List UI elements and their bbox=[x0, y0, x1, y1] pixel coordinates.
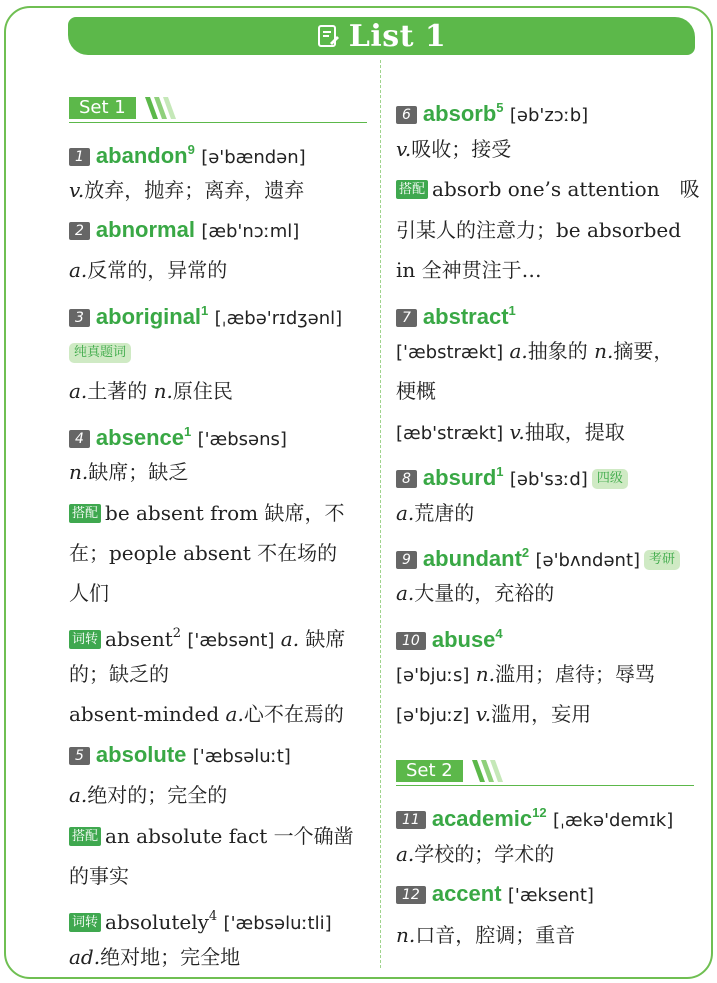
derivation-tag: 词转 bbox=[69, 913, 101, 932]
list-title-banner bbox=[68, 17, 695, 55]
definition bbox=[396, 135, 511, 163]
definition bbox=[396, 660, 655, 688]
headword-text: abandon bbox=[95, 143, 188, 168]
definition bbox=[396, 418, 625, 446]
entry-academic bbox=[396, 799, 674, 831]
frequency-superscript: 4 bbox=[208, 909, 218, 924]
entry-number: 12 bbox=[396, 886, 426, 904]
definition bbox=[396, 499, 474, 527]
phonetic: ['æbsəluːtli] bbox=[223, 913, 332, 934]
part-of-speech: ad. bbox=[69, 945, 101, 969]
collocation-line bbox=[396, 175, 700, 203]
collocation-text: absorb one’s attention 吸 bbox=[432, 177, 700, 201]
collocation-line bbox=[69, 579, 109, 607]
definition-text: 心不在焉的 bbox=[243, 702, 344, 726]
part-of-speech: a. bbox=[69, 783, 88, 807]
definition-text: 土著的 bbox=[87, 379, 148, 403]
part-of-speech: a. bbox=[396, 842, 415, 866]
set-header-2 bbox=[396, 759, 694, 786]
definition bbox=[69, 660, 169, 688]
frequency-superscript: 2 bbox=[172, 626, 182, 641]
notebook-icon bbox=[317, 24, 339, 48]
phonetic: [ˌækə'demɪk] bbox=[552, 810, 674, 831]
part-of-speech: a. bbox=[280, 627, 300, 651]
part-of-speech: v. bbox=[509, 420, 525, 444]
collocation-text: 引某人的注意力；be absorbed bbox=[396, 218, 682, 242]
part-of-speech: a. bbox=[509, 339, 528, 363]
entry-abandon bbox=[69, 136, 306, 168]
part-of-speech: n. bbox=[396, 923, 416, 947]
entry-number: 10 bbox=[396, 632, 426, 650]
definition bbox=[69, 176, 304, 204]
derivation-line bbox=[69, 700, 344, 728]
phonetic: ['æbsəns] bbox=[197, 429, 287, 450]
frequency-superscript: 9 bbox=[187, 142, 195, 157]
entry-number: 3 bbox=[69, 309, 90, 327]
collocation-line bbox=[69, 822, 354, 850]
headword-text: absorb bbox=[422, 101, 497, 126]
derivation-tag: 词转 bbox=[69, 630, 101, 649]
part-of-speech: v. bbox=[69, 178, 85, 202]
frequency-superscript: 12 bbox=[532, 805, 547, 820]
phonetic: [ə'bʌndənt] bbox=[535, 550, 641, 571]
definition-text: 缺席；缺乏 bbox=[88, 460, 189, 484]
entry-abstract bbox=[396, 297, 516, 329]
definition bbox=[396, 840, 554, 868]
headword-text: abstract bbox=[422, 304, 509, 329]
entry-absurd bbox=[396, 458, 628, 490]
collocation-line bbox=[396, 256, 542, 284]
headword-text: aboriginal bbox=[95, 304, 202, 329]
definition-text: 学校的；学术的 bbox=[414, 842, 555, 866]
frequency-superscript: 5 bbox=[496, 100, 504, 115]
set-header-1 bbox=[69, 96, 367, 123]
part-of-speech: n. bbox=[594, 339, 614, 363]
part-of-speech: v. bbox=[396, 137, 412, 161]
phonetic: ['æbsənt] bbox=[187, 630, 275, 651]
phonetic: [ə'bjuːz] bbox=[396, 705, 470, 726]
entry-absolute bbox=[69, 741, 291, 769]
part-of-speech: n. bbox=[153, 379, 173, 403]
entry-number: 6 bbox=[396, 106, 417, 124]
derivation-line bbox=[69, 903, 332, 934]
set-label: Set 2 bbox=[396, 760, 463, 782]
phonetic: [æb'strækt] bbox=[396, 423, 504, 444]
headword-text: abundant bbox=[422, 546, 522, 571]
entry-accent bbox=[396, 880, 594, 908]
frequency-superscript: 1 bbox=[508, 303, 516, 318]
headword-text: absence bbox=[95, 425, 184, 450]
collocation-text: 的事实 bbox=[69, 864, 129, 888]
definition-text: 的；缺乏的 bbox=[69, 662, 169, 686]
definition bbox=[69, 781, 227, 809]
entry-number: 2 bbox=[69, 222, 90, 240]
headword-text: academic bbox=[431, 806, 533, 831]
headword bbox=[432, 806, 547, 831]
definition bbox=[69, 943, 240, 971]
phonetic: [əb'sɜːd] bbox=[509, 469, 588, 490]
part-of-speech: a. bbox=[69, 258, 88, 282]
definition-text: 口音，腔调；重音 bbox=[415, 923, 576, 947]
definition-text: 绝对地；完全地 bbox=[100, 945, 241, 969]
collocation-line bbox=[69, 862, 129, 890]
definition bbox=[396, 337, 673, 365]
headword bbox=[432, 627, 503, 652]
headword: abnormal bbox=[95, 217, 195, 242]
exam-badge: 考研 bbox=[644, 550, 680, 570]
collocation-line bbox=[69, 539, 337, 567]
definition bbox=[396, 579, 554, 607]
part-of-speech: a. bbox=[69, 379, 88, 403]
entry-number: 5 bbox=[69, 747, 90, 765]
definition bbox=[69, 458, 188, 486]
entry-absence bbox=[69, 418, 287, 450]
headword bbox=[96, 143, 195, 168]
definition-text: 绝对的；完全的 bbox=[87, 783, 228, 807]
headword bbox=[96, 304, 208, 329]
headword: absolute bbox=[95, 742, 187, 767]
definition bbox=[396, 700, 591, 728]
frequency-superscript: 1 bbox=[496, 464, 504, 479]
definition-text: 滥用；虐待；辱骂 bbox=[494, 662, 655, 686]
part-of-speech: a. bbox=[225, 702, 244, 726]
exam-badge: 纯真题词 bbox=[69, 343, 131, 363]
part-of-speech: a. bbox=[396, 581, 415, 605]
definition-text: 抽象的 bbox=[527, 339, 588, 363]
headword-text: absurd bbox=[422, 465, 497, 490]
part-of-speech: v. bbox=[475, 702, 492, 726]
definition-text: 放弃，抛弃；离弃，遗弃 bbox=[84, 178, 305, 202]
definition-text: 梗概 bbox=[396, 379, 436, 403]
collocation-tag: 搭配 bbox=[69, 827, 101, 846]
definition-text: 荒唐的 bbox=[414, 501, 475, 525]
derived-word: absent bbox=[105, 627, 173, 651]
part-of-speech: n. bbox=[69, 460, 89, 484]
definition-text: 大量的，充裕的 bbox=[414, 581, 555, 605]
entry-abnormal bbox=[69, 216, 299, 244]
derivation-line bbox=[69, 620, 346, 651]
definition bbox=[69, 377, 233, 405]
phonetic: ['æksent] bbox=[507, 885, 594, 906]
phonetic: ['æbstrækt] bbox=[396, 342, 504, 363]
definition bbox=[396, 377, 436, 405]
frequency-superscript: 2 bbox=[521, 545, 530, 560]
collocation-line bbox=[69, 499, 344, 527]
entry-aboriginal bbox=[69, 297, 343, 329]
definition-text: 抽取，提取 bbox=[524, 420, 625, 444]
headword bbox=[423, 304, 516, 329]
headword bbox=[423, 101, 504, 126]
entry-number: 11 bbox=[396, 811, 426, 829]
phonetic: ['æbsəluːt] bbox=[192, 746, 291, 767]
entry-abuse bbox=[396, 620, 503, 652]
definition-text: 反常的，异常的 bbox=[87, 258, 228, 282]
definition bbox=[396, 921, 575, 949]
exam-badge: 四级 bbox=[592, 469, 628, 489]
collocation-text: in 全神贯注于… bbox=[396, 258, 542, 282]
definition-text: 吸收；接受 bbox=[411, 137, 512, 161]
headword-text: abuse bbox=[431, 627, 496, 652]
frequency-superscript: 1 bbox=[183, 424, 192, 439]
entry-abundant bbox=[396, 539, 680, 571]
derived-word: absolutely bbox=[105, 910, 209, 934]
headword bbox=[423, 465, 504, 490]
headword: accent bbox=[431, 881, 502, 906]
entry-number: 7 bbox=[396, 309, 417, 327]
definition-text: 缺席 bbox=[305, 627, 346, 651]
headword bbox=[423, 546, 529, 571]
phonetic: [ˌæbə'rɪdʒənl] bbox=[214, 308, 343, 329]
collocation-text: 人们 bbox=[69, 581, 109, 605]
set-stripes-icon bbox=[145, 97, 179, 119]
column-divider bbox=[380, 60, 381, 968]
collocation-line bbox=[396, 216, 681, 244]
phonetic: [ə'bændən] bbox=[201, 147, 306, 168]
collocation-text: 在；people absent 不在场的 bbox=[69, 541, 338, 565]
definition-text: 摘要， bbox=[613, 339, 674, 363]
definition-text: 滥用，妄用 bbox=[491, 702, 592, 726]
entry-number: 4 bbox=[69, 430, 90, 448]
collocation-text: an absolute fact 一个确凿 bbox=[105, 824, 354, 848]
phonetic: [ə'bjuːs] bbox=[396, 665, 470, 686]
definition-text: 原住民 bbox=[172, 379, 233, 403]
badge-line bbox=[69, 338, 131, 366]
collocation-text: be absent from 缺席，不 bbox=[105, 501, 345, 525]
part-of-speech: n. bbox=[475, 662, 495, 686]
phonetic: [əb'zɔːb] bbox=[509, 105, 589, 126]
derived-word: absent-minded bbox=[69, 702, 220, 726]
entry-number: 9 bbox=[396, 551, 417, 569]
set-stripes-icon bbox=[472, 760, 506, 782]
frequency-superscript: 1 bbox=[201, 303, 209, 318]
phonetic: [æb'nɔːml] bbox=[201, 221, 300, 242]
collocation-tag: 搭配 bbox=[396, 180, 428, 199]
headword bbox=[96, 425, 191, 450]
definition bbox=[69, 256, 227, 284]
collocation-tag: 搭配 bbox=[69, 504, 101, 523]
entry-number: 1 bbox=[69, 148, 90, 166]
frequency-superscript: 4 bbox=[495, 626, 503, 641]
entry-absorb bbox=[396, 94, 589, 126]
part-of-speech: a. bbox=[396, 501, 415, 525]
page-title: List 1 bbox=[348, 18, 447, 54]
set-label: Set 1 bbox=[69, 97, 136, 119]
entry-number: 8 bbox=[396, 470, 417, 488]
